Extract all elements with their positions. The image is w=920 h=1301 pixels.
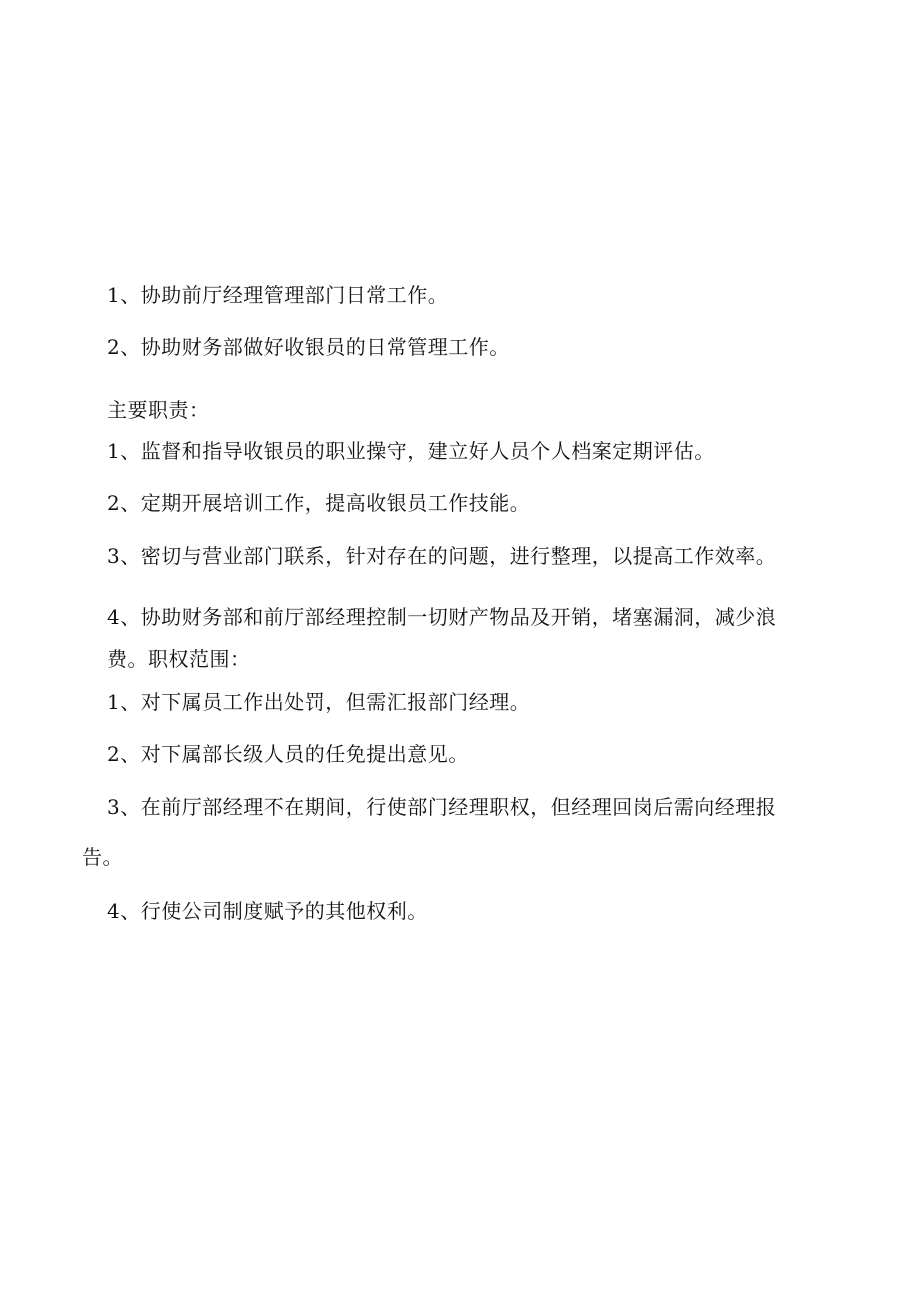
main-duty-item-2: 2、定期开展培训工作，提高收银员工作技能。	[107, 491, 531, 515]
main-duty-item-4-line-2: 费。职权范围：	[107, 647, 251, 671]
authority-item-3-line-2: 告。	[82, 845, 123, 869]
intro-item-2: 2、协助财务部做好收银员的日常管理工作。	[107, 335, 510, 359]
authority-item-3-line-1: 3、在前厅部经理不在期间，行使部门经理职权，但经理回岗后需向经理报	[107, 795, 777, 819]
intro-item-1: 1、协助前厅经理管理部门日常工作。	[107, 283, 449, 307]
authority-item-2: 2、对下属部长级人员的任免提出意见。	[107, 742, 469, 766]
authority-item-1: 1、对下属员工作出处罚，但需汇报部门经理。	[107, 690, 531, 714]
main-duty-item-3: 3、密切与营业部门联系，针对存在的问题，进行整理，以提高工作效率。	[107, 544, 777, 568]
main-duty-item-1: 1、监督和指导收银员的职业操守，建立好人员个人档案定期评估。	[107, 439, 715, 463]
main-duty-item-4-line-1: 4、协助财务部和前厅部经理控制一切财产物品及开销，堵塞漏洞，减少浪	[107, 605, 777, 629]
authority-item-4: 4、行使公司制度赋予的其他权利。	[107, 899, 428, 923]
main-duties-heading: 主要职责：	[107, 398, 210, 422]
